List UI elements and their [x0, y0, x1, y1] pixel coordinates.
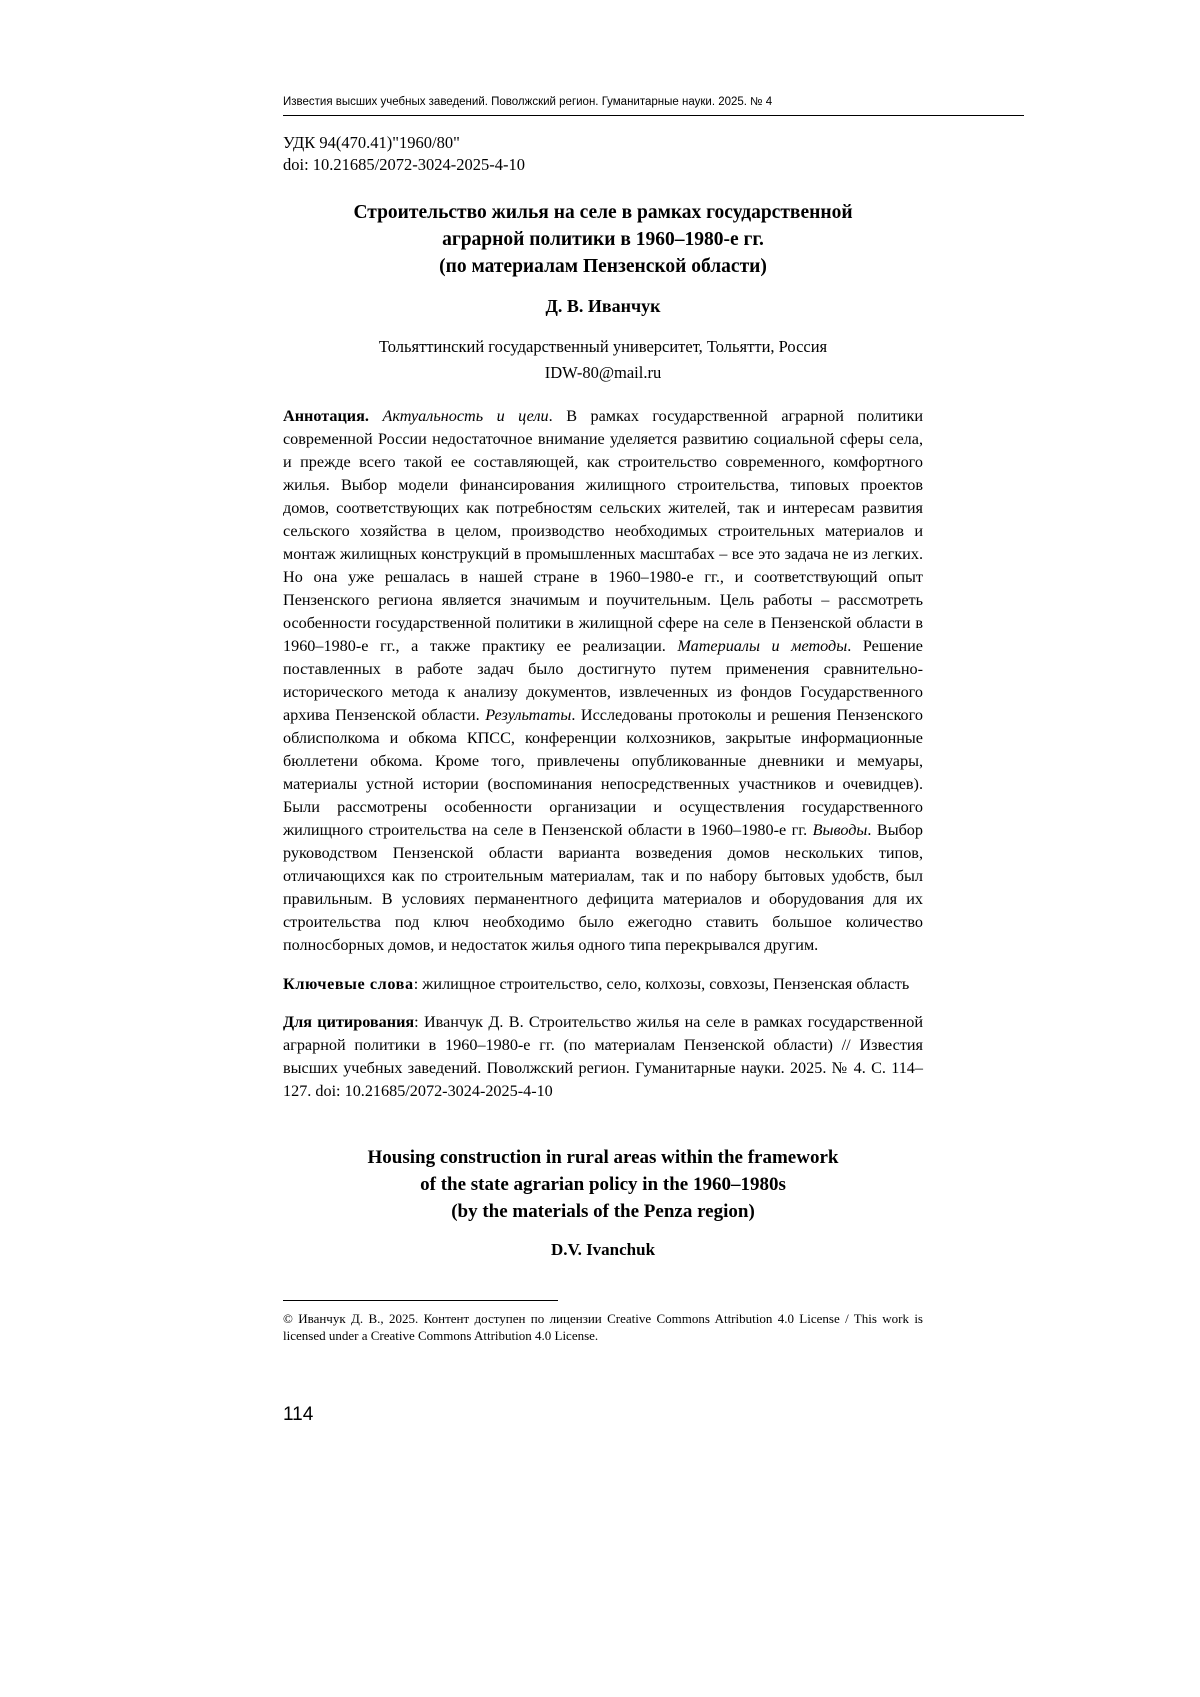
keywords-text: : жилищное строительство, село, колхозы, совхозы, Пензенская область — [413, 974, 910, 993]
keywords-label: Ключевые слова — [283, 974, 414, 993]
title-ru-line-1: Строительство жилья на селе в рамках государственной — [353, 202, 853, 224]
citation — [283, 1011, 923, 1103]
page-title-en — [283, 1145, 923, 1226]
citation-label: Для цитирования — [283, 1012, 415, 1031]
author-ru: Д. В. Иванчук — [545, 296, 661, 317]
footnote-divider — [283, 1300, 558, 1301]
abstract — [283, 405, 923, 957]
copyright-footnote: © Иванчук Д. В., 2025. Контент доступен по лицензии Creative Commons Attribution 4.0 License / This work is licensed under a Creative Commons Attribution 4.0 License. — [283, 1310, 923, 1344]
abstract-text-3: . Исследованы протоколы и решения Пензенского облисполкома и обкома КПСС, конференции колхозников, закрытые информационные бюллетени обкома. Кроме того, привлечены опубликованные дневники и мемуары, материалы устной истории (воспоминания непосредственных участников и очевидцев). Были рассмотрены особенности организации и осуществления государственного жилищного строительства на селе в Пензенской области в 1960–1980-е гг. — [283, 705, 923, 839]
page-number: 114 — [283, 1404, 314, 1425]
author-en: D.V. Ivanchuk — [550, 1239, 656, 1259]
page-content — [283, 95, 923, 1344]
udk-line: УДК 94(470.41)"1960/80" — [283, 132, 460, 152]
title-en-line-2: of the state agrarian policy in the 1960–1980s — [420, 1173, 786, 1195]
affiliation-ru: Тольяттинский государственный университет, Тольятти, Россия — [378, 337, 828, 357]
abstract-section-materials: Материалы и методы — [677, 636, 848, 655]
title-en-line-3: (by the materials of the Penza region) — [451, 1200, 755, 1222]
abstract-section-aims: Актуальность и цели — [368, 406, 549, 425]
udk-doi-block — [283, 132, 923, 176]
abstract-section-conclusions: Выводы — [812, 820, 868, 839]
page-title — [283, 200, 923, 280]
abstract-text-4: . Выбор руководством Пензенской области варианта возведения домов нескольких типов, отличающихся как по строительным материалам, так и по набору бытовых удобств, был правильным. В условиях перманентного дефицита материалов и оборудования для их строительства под ключ необходимо было ежегодно ставить большое количество полносборных домов, и недостаток жилья одного типа перекрывался другим. — [283, 820, 923, 954]
abstract-text-1: . В рамках государственной аграрной политики современной России недостаточное внимание уделяется развитию социальной сферы села, и прежде всего такой ее составляющей, как строительство современного, комфортного жилья. Выбор модели финансирования жилищного строительства, типовых проектов домов, соответствующих как потребностям сельских жителей, так и интересам развития сельского хозяйства в целом, производство необходимых строительных материалов и монтаж жилищных конструкций в промышленных масштабах – все это задача не из легких. Но она уже решалась в нашей стране в 1960–1980-е гг., и соответствующий опыт Пензенского региона является значимым и поучительным. Цель работы – рассмотреть особенности государственной политики в жилищной сфере на селе в Пензенской области в 1960–1980-е гг., а также практику ее реализации. — [283, 406, 923, 655]
citation-text: : Иванчук Д. В. Строительство жилья на селе в рамках государственной аграрной политики в 1960–1980-е гг. (по материалам Пензенской области) // Известия высших учебных заведений. Поволжский регион. Гуманитарные науки. 2025. № 4. С. 114–127. doi: 10.21685/2072-3024-2025-4-10 — [283, 1012, 923, 1100]
abstract-section-results: Результаты — [485, 705, 572, 724]
abstract-label: Аннотация. — [283, 406, 369, 425]
running-head: Известия высших учебных заведений. Поволжский регион. Гуманитарные науки. 2025. № 4 — [283, 95, 1024, 116]
author-email[interactable]: IDW-80@mail.ru — [544, 362, 662, 382]
title-en-line-1: Housing construction in rural areas within the framework — [367, 1146, 839, 1168]
title-ru-line-2: аграрной политики в 1960–1980-е гг. — [442, 228, 764, 250]
doi-line: doi: 10.21685/2072-3024-2025-4-10 — [283, 154, 525, 174]
keywords — [283, 973, 923, 996]
abstract-text-2: . Решение поставленных в работе задач было достигнуто путем применения сравнительно-исторического метода к анализу документов, извлеченных из фондов Государственного архива Пензенской области. — [283, 636, 923, 724]
title-ru-line-3: (по материалам Пензенской области) — [439, 255, 767, 277]
